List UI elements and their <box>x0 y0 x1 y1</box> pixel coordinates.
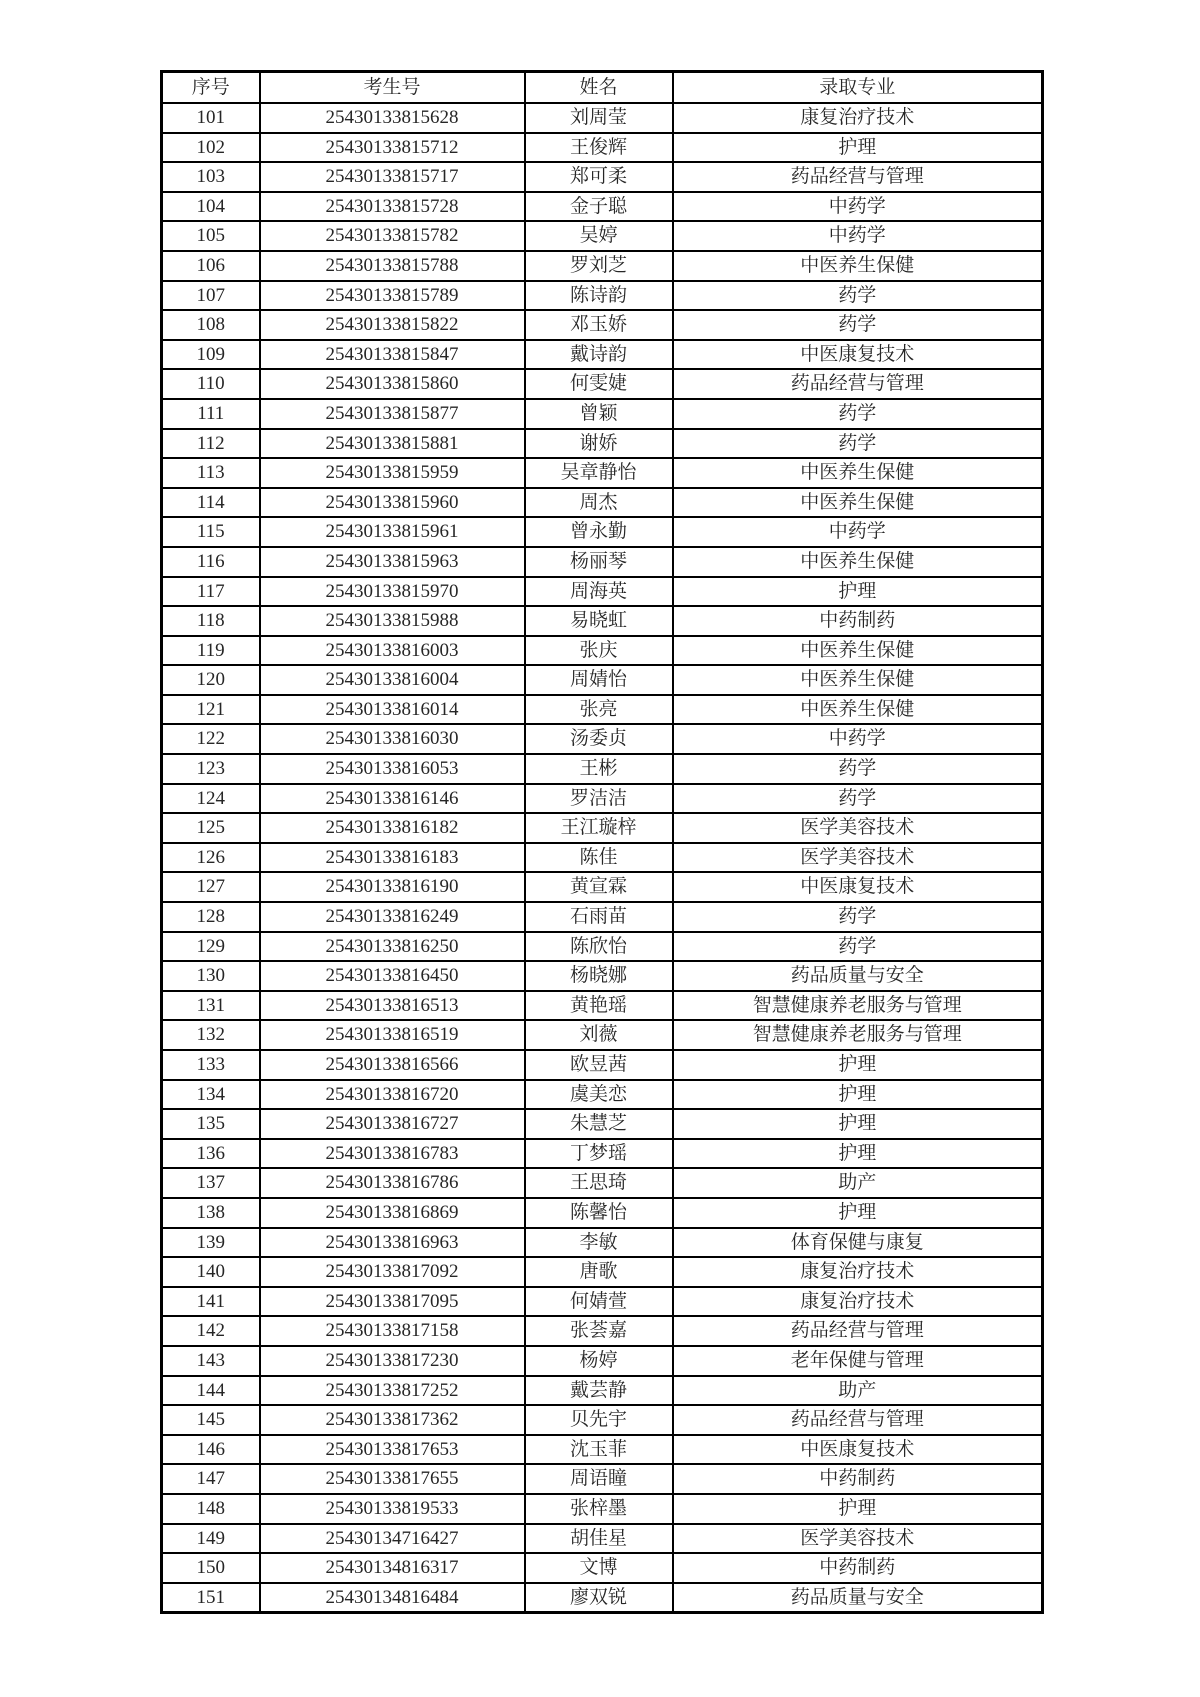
cell-examno: 25430133815881 <box>260 429 525 459</box>
table-row <box>162 281 1043 311</box>
cell-index: 151 <box>162 1583 260 1613</box>
cell-index: 115 <box>162 517 260 547</box>
cell-examno: 25430134816317 <box>260 1553 525 1583</box>
table-row <box>162 1257 1043 1287</box>
cell-major: 中医养生保健 <box>673 251 1043 281</box>
cell-major: 医学美容技术 <box>673 843 1043 873</box>
cell-examno: 25430133815970 <box>260 577 525 607</box>
cell-major: 药品经营与管理 <box>673 162 1043 192</box>
cell-examno: 25430133816783 <box>260 1139 525 1169</box>
cell-index: 105 <box>162 221 260 251</box>
table-row <box>162 1405 1043 1435</box>
cell-major: 药学 <box>673 281 1043 311</box>
table-row <box>162 961 1043 991</box>
cell-index: 110 <box>162 369 260 399</box>
cell-index: 122 <box>162 724 260 754</box>
cell-major: 医学美容技术 <box>673 813 1043 843</box>
table-row <box>162 1583 1043 1613</box>
cell-examno: 25430133816513 <box>260 991 525 1021</box>
cell-index: 107 <box>162 281 260 311</box>
table-row <box>162 458 1043 488</box>
cell-major: 药品质量与安全 <box>673 961 1043 991</box>
cell-name: 石雨苗 <box>525 902 673 932</box>
cell-index: 146 <box>162 1435 260 1465</box>
table-row <box>162 251 1043 281</box>
cell-major: 护理 <box>673 577 1043 607</box>
cell-major: 医学美容技术 <box>673 1524 1043 1554</box>
cell-examno: 25430133816030 <box>260 724 525 754</box>
cell-examno: 25430133815782 <box>260 221 525 251</box>
cell-examno: 25430133815728 <box>260 192 525 222</box>
cell-major: 中药学 <box>673 517 1043 547</box>
cell-examno: 25430133816963 <box>260 1228 525 1258</box>
cell-name: 何婧萱 <box>525 1287 673 1317</box>
cell-major: 护理 <box>673 1109 1043 1139</box>
cell-index: 104 <box>162 192 260 222</box>
cell-major: 康复治疗技术 <box>673 103 1043 133</box>
cell-index: 118 <box>162 606 260 636</box>
cell-name: 戴诗韵 <box>525 340 673 370</box>
cell-name: 曾永勤 <box>525 517 673 547</box>
cell-major: 药学 <box>673 784 1043 814</box>
cell-name: 王思琦 <box>525 1168 673 1198</box>
cell-examno: 25430133817653 <box>260 1435 525 1465</box>
table-row <box>162 1316 1043 1346</box>
cell-examno: 25430133816182 <box>260 813 525 843</box>
cell-name: 贝先宇 <box>525 1405 673 1435</box>
cell-name: 刘薇 <box>525 1020 673 1050</box>
cell-examno: 25430133815960 <box>260 488 525 518</box>
cell-examno: 25430133815712 <box>260 133 525 163</box>
cell-major: 中药学 <box>673 192 1043 222</box>
cell-major: 中医养生保健 <box>673 665 1043 695</box>
table-row <box>162 606 1043 636</box>
cell-name: 周婧怡 <box>525 665 673 695</box>
cell-index: 126 <box>162 843 260 873</box>
cell-index: 123 <box>162 754 260 784</box>
cell-index: 128 <box>162 902 260 932</box>
cell-major: 老年保健与管理 <box>673 1346 1043 1376</box>
cell-name: 汤委贞 <box>525 724 673 754</box>
table-row <box>162 724 1043 754</box>
table-body <box>162 103 1043 1613</box>
table-row <box>162 1464 1043 1494</box>
admission-roster-table <box>160 70 1044 1614</box>
cell-name: 张梓墨 <box>525 1494 673 1524</box>
cell-name: 丁梦瑶 <box>525 1139 673 1169</box>
cell-examno: 25430133815877 <box>260 399 525 429</box>
cell-major: 智慧健康养老服务与管理 <box>673 991 1043 1021</box>
table-row <box>162 1109 1043 1139</box>
cell-major: 护理 <box>673 133 1043 163</box>
table-row <box>162 1020 1043 1050</box>
cell-major: 中药制药 <box>673 1553 1043 1583</box>
cell-major: 中医养生保健 <box>673 547 1043 577</box>
cell-index: 109 <box>162 340 260 370</box>
cell-major: 护理 <box>673 1494 1043 1524</box>
table-row <box>162 162 1043 192</box>
table-row <box>162 784 1043 814</box>
cell-examno: 25430133815717 <box>260 162 525 192</box>
cell-index: 106 <box>162 251 260 281</box>
cell-examno: 25430133817230 <box>260 1346 525 1376</box>
cell-examno: 25430133816720 <box>260 1080 525 1110</box>
cell-major: 中医康复技术 <box>673 340 1043 370</box>
cell-major: 药学 <box>673 429 1043 459</box>
cell-examno: 25430133816014 <box>260 695 525 725</box>
cell-examno: 25430133817655 <box>260 1464 525 1494</box>
table-row <box>162 754 1043 784</box>
cell-name: 罗洁洁 <box>525 784 673 814</box>
cell-examno: 25430133815959 <box>260 458 525 488</box>
cell-major: 助产 <box>673 1168 1043 1198</box>
cell-examno: 25430133817095 <box>260 1287 525 1317</box>
cell-index: 111 <box>162 399 260 429</box>
cell-index: 120 <box>162 665 260 695</box>
cell-index: 131 <box>162 991 260 1021</box>
cell-index: 113 <box>162 458 260 488</box>
cell-major: 药品质量与安全 <box>673 1583 1043 1613</box>
cell-examno: 25430133816146 <box>260 784 525 814</box>
cell-index: 103 <box>162 162 260 192</box>
cell-major: 中医养生保健 <box>673 458 1043 488</box>
cell-examno: 25430133816450 <box>260 961 525 991</box>
cell-examno: 25430133815789 <box>260 281 525 311</box>
cell-index: 144 <box>162 1376 260 1406</box>
cell-major: 护理 <box>673 1080 1043 1110</box>
cell-index: 137 <box>162 1168 260 1198</box>
table-row <box>162 133 1043 163</box>
cell-name: 张庆 <box>525 636 673 666</box>
cell-examno: 25430133817158 <box>260 1316 525 1346</box>
table-row <box>162 488 1043 518</box>
table-row <box>162 1346 1043 1376</box>
cell-index: 147 <box>162 1464 260 1494</box>
cell-major: 护理 <box>673 1139 1043 1169</box>
cell-index: 102 <box>162 133 260 163</box>
table-row <box>162 665 1043 695</box>
cell-examno: 25430133816250 <box>260 932 525 962</box>
cell-examno: 25430133816183 <box>260 843 525 873</box>
cell-index: 125 <box>162 813 260 843</box>
table-row <box>162 577 1043 607</box>
cell-major: 药学 <box>673 754 1043 784</box>
cell-name: 杨晓娜 <box>525 961 673 991</box>
cell-name: 王彬 <box>525 754 673 784</box>
table-row <box>162 932 1043 962</box>
cell-major: 中药制药 <box>673 1464 1043 1494</box>
table-row <box>162 1198 1043 1228</box>
cell-major: 中医养生保健 <box>673 488 1043 518</box>
cell-name: 周海英 <box>525 577 673 607</box>
cell-name: 周语瞳 <box>525 1464 673 1494</box>
cell-name: 邓玉娇 <box>525 310 673 340</box>
cell-examno: 25430133815961 <box>260 517 525 547</box>
cell-major: 药学 <box>673 902 1043 932</box>
cell-name: 易晓虹 <box>525 606 673 636</box>
cell-index: 129 <box>162 932 260 962</box>
table-row <box>162 547 1043 577</box>
cell-examno: 25430133816727 <box>260 1109 525 1139</box>
table-row <box>162 872 1043 902</box>
cell-index: 121 <box>162 695 260 725</box>
cell-index: 141 <box>162 1287 260 1317</box>
cell-name: 何雯婕 <box>525 369 673 399</box>
cell-examno: 25430133815988 <box>260 606 525 636</box>
cell-index: 112 <box>162 429 260 459</box>
cell-name: 黄艳瑶 <box>525 991 673 1021</box>
table-row <box>162 695 1043 725</box>
cell-examno: 25430133816190 <box>260 872 525 902</box>
table-row <box>162 902 1043 932</box>
cell-index: 150 <box>162 1553 260 1583</box>
cell-name: 刘周莹 <box>525 103 673 133</box>
cell-index: 142 <box>162 1316 260 1346</box>
cell-examno: 25430134816484 <box>260 1583 525 1613</box>
cell-major: 护理 <box>673 1050 1043 1080</box>
table-row <box>162 813 1043 843</box>
cell-name: 陈佳 <box>525 843 673 873</box>
cell-name: 李敏 <box>525 1228 673 1258</box>
cell-major: 智慧健康养老服务与管理 <box>673 1020 1043 1050</box>
cell-major: 护理 <box>673 1198 1043 1228</box>
table-row <box>162 429 1043 459</box>
table-row <box>162 1524 1043 1554</box>
cell-examno: 25430133815847 <box>260 340 525 370</box>
cell-name: 戴芸静 <box>525 1376 673 1406</box>
table-row <box>162 991 1043 1021</box>
cell-examno: 25430133815822 <box>260 310 525 340</box>
cell-index: 134 <box>162 1080 260 1110</box>
column-header-name: 姓名 <box>525 72 673 104</box>
cell-index: 139 <box>162 1228 260 1258</box>
cell-major: 中药学 <box>673 724 1043 754</box>
cell-index: 149 <box>162 1524 260 1554</box>
column-header-major: 录取专业 <box>673 72 1043 104</box>
column-header-examno: 考生号 <box>260 72 525 104</box>
cell-name: 曾颖 <box>525 399 673 429</box>
cell-name: 廖双锐 <box>525 1583 673 1613</box>
cell-index: 127 <box>162 872 260 902</box>
cell-examno: 25430133816786 <box>260 1168 525 1198</box>
cell-name: 王江璇梓 <box>525 813 673 843</box>
table-row <box>162 1553 1043 1583</box>
cell-index: 138 <box>162 1198 260 1228</box>
table-row <box>162 1168 1043 1198</box>
table-row <box>162 517 1043 547</box>
cell-name: 陈诗韵 <box>525 281 673 311</box>
cell-name: 陈馨怡 <box>525 1198 673 1228</box>
cell-index: 140 <box>162 1257 260 1287</box>
cell-index: 124 <box>162 784 260 814</box>
cell-name: 谢娇 <box>525 429 673 459</box>
table-row <box>162 103 1043 133</box>
cell-examno: 25430133816566 <box>260 1050 525 1080</box>
cell-major: 药品经营与管理 <box>673 1316 1043 1346</box>
cell-examno: 25430133815963 <box>260 547 525 577</box>
cell-index: 101 <box>162 103 260 133</box>
cell-index: 116 <box>162 547 260 577</box>
table-row <box>162 310 1043 340</box>
cell-name: 张荟嘉 <box>525 1316 673 1346</box>
table-row <box>162 340 1043 370</box>
cell-index: 145 <box>162 1405 260 1435</box>
table-row <box>162 1287 1043 1317</box>
table-row <box>162 192 1043 222</box>
cell-index: 117 <box>162 577 260 607</box>
cell-name: 杨婷 <box>525 1346 673 1376</box>
cell-name: 周杰 <box>525 488 673 518</box>
cell-major: 药学 <box>673 399 1043 429</box>
cell-name: 罗刘芝 <box>525 251 673 281</box>
cell-major: 中医康复技术 <box>673 872 1043 902</box>
table-row <box>162 1050 1043 1080</box>
cell-name: 黄宣霖 <box>525 872 673 902</box>
cell-index: 108 <box>162 310 260 340</box>
cell-examno: 25430133816004 <box>260 665 525 695</box>
cell-examno: 25430133816053 <box>260 754 525 784</box>
table-row <box>162 1228 1043 1258</box>
cell-examno: 25430133815628 <box>260 103 525 133</box>
table-row <box>162 636 1043 666</box>
cell-index: 133 <box>162 1050 260 1080</box>
cell-index: 114 <box>162 488 260 518</box>
cell-major: 药品经营与管理 <box>673 1405 1043 1435</box>
cell-index: 132 <box>162 1020 260 1050</box>
table-row <box>162 221 1043 251</box>
cell-name: 张亮 <box>525 695 673 725</box>
cell-index: 143 <box>162 1346 260 1376</box>
table-row <box>162 1376 1043 1406</box>
cell-major: 中医康复技术 <box>673 1435 1043 1465</box>
cell-examno: 25430133817362 <box>260 1405 525 1435</box>
cell-name: 唐歌 <box>525 1257 673 1287</box>
cell-major: 药学 <box>673 310 1043 340</box>
cell-major: 药学 <box>673 932 1043 962</box>
cell-major: 中药学 <box>673 221 1043 251</box>
cell-name: 金子聪 <box>525 192 673 222</box>
cell-examno: 25430133816869 <box>260 1198 525 1228</box>
cell-examno: 25430133815788 <box>260 251 525 281</box>
table-row <box>162 1080 1043 1110</box>
cell-examno: 25430133817092 <box>260 1257 525 1287</box>
column-header-index: 序号 <box>162 72 260 104</box>
cell-major: 体育保健与康复 <box>673 1228 1043 1258</box>
cell-index: 130 <box>162 961 260 991</box>
cell-name: 文博 <box>525 1553 673 1583</box>
table-row <box>162 1139 1043 1169</box>
cell-major: 康复治疗技术 <box>673 1287 1043 1317</box>
cell-examno: 25430133817252 <box>260 1376 525 1406</box>
table-row <box>162 1435 1043 1465</box>
cell-index: 136 <box>162 1139 260 1169</box>
cell-major: 中药制药 <box>673 606 1043 636</box>
cell-examno: 25430133816519 <box>260 1020 525 1050</box>
cell-major: 中医养生保健 <box>673 636 1043 666</box>
cell-name: 杨丽琴 <box>525 547 673 577</box>
cell-name: 欧昱茜 <box>525 1050 673 1080</box>
cell-name: 郑可柔 <box>525 162 673 192</box>
cell-name: 沈玉菲 <box>525 1435 673 1465</box>
cell-major: 药品经营与管理 <box>673 369 1043 399</box>
cell-examno: 25430133819533 <box>260 1494 525 1524</box>
cell-name: 陈欣怡 <box>525 932 673 962</box>
table-header-row <box>162 72 1043 104</box>
table-row <box>162 1494 1043 1524</box>
cell-name: 吴婷 <box>525 221 673 251</box>
cell-name: 虞美恋 <box>525 1080 673 1110</box>
cell-examno: 25430134716427 <box>260 1524 525 1554</box>
cell-name: 胡佳星 <box>525 1524 673 1554</box>
cell-index: 148 <box>162 1494 260 1524</box>
cell-name: 朱慧芝 <box>525 1109 673 1139</box>
table-row <box>162 399 1043 429</box>
cell-examno: 25430133815860 <box>260 369 525 399</box>
cell-index: 119 <box>162 636 260 666</box>
cell-examno: 25430133816003 <box>260 636 525 666</box>
cell-major: 助产 <box>673 1376 1043 1406</box>
cell-name: 王俊辉 <box>525 133 673 163</box>
table-header <box>162 72 1043 104</box>
cell-major: 中医养生保健 <box>673 695 1043 725</box>
cell-name: 吴章静怡 <box>525 458 673 488</box>
cell-major: 康复治疗技术 <box>673 1257 1043 1287</box>
table-row <box>162 843 1043 873</box>
cell-index: 135 <box>162 1109 260 1139</box>
table-row <box>162 369 1043 399</box>
cell-examno: 25430133816249 <box>260 902 525 932</box>
